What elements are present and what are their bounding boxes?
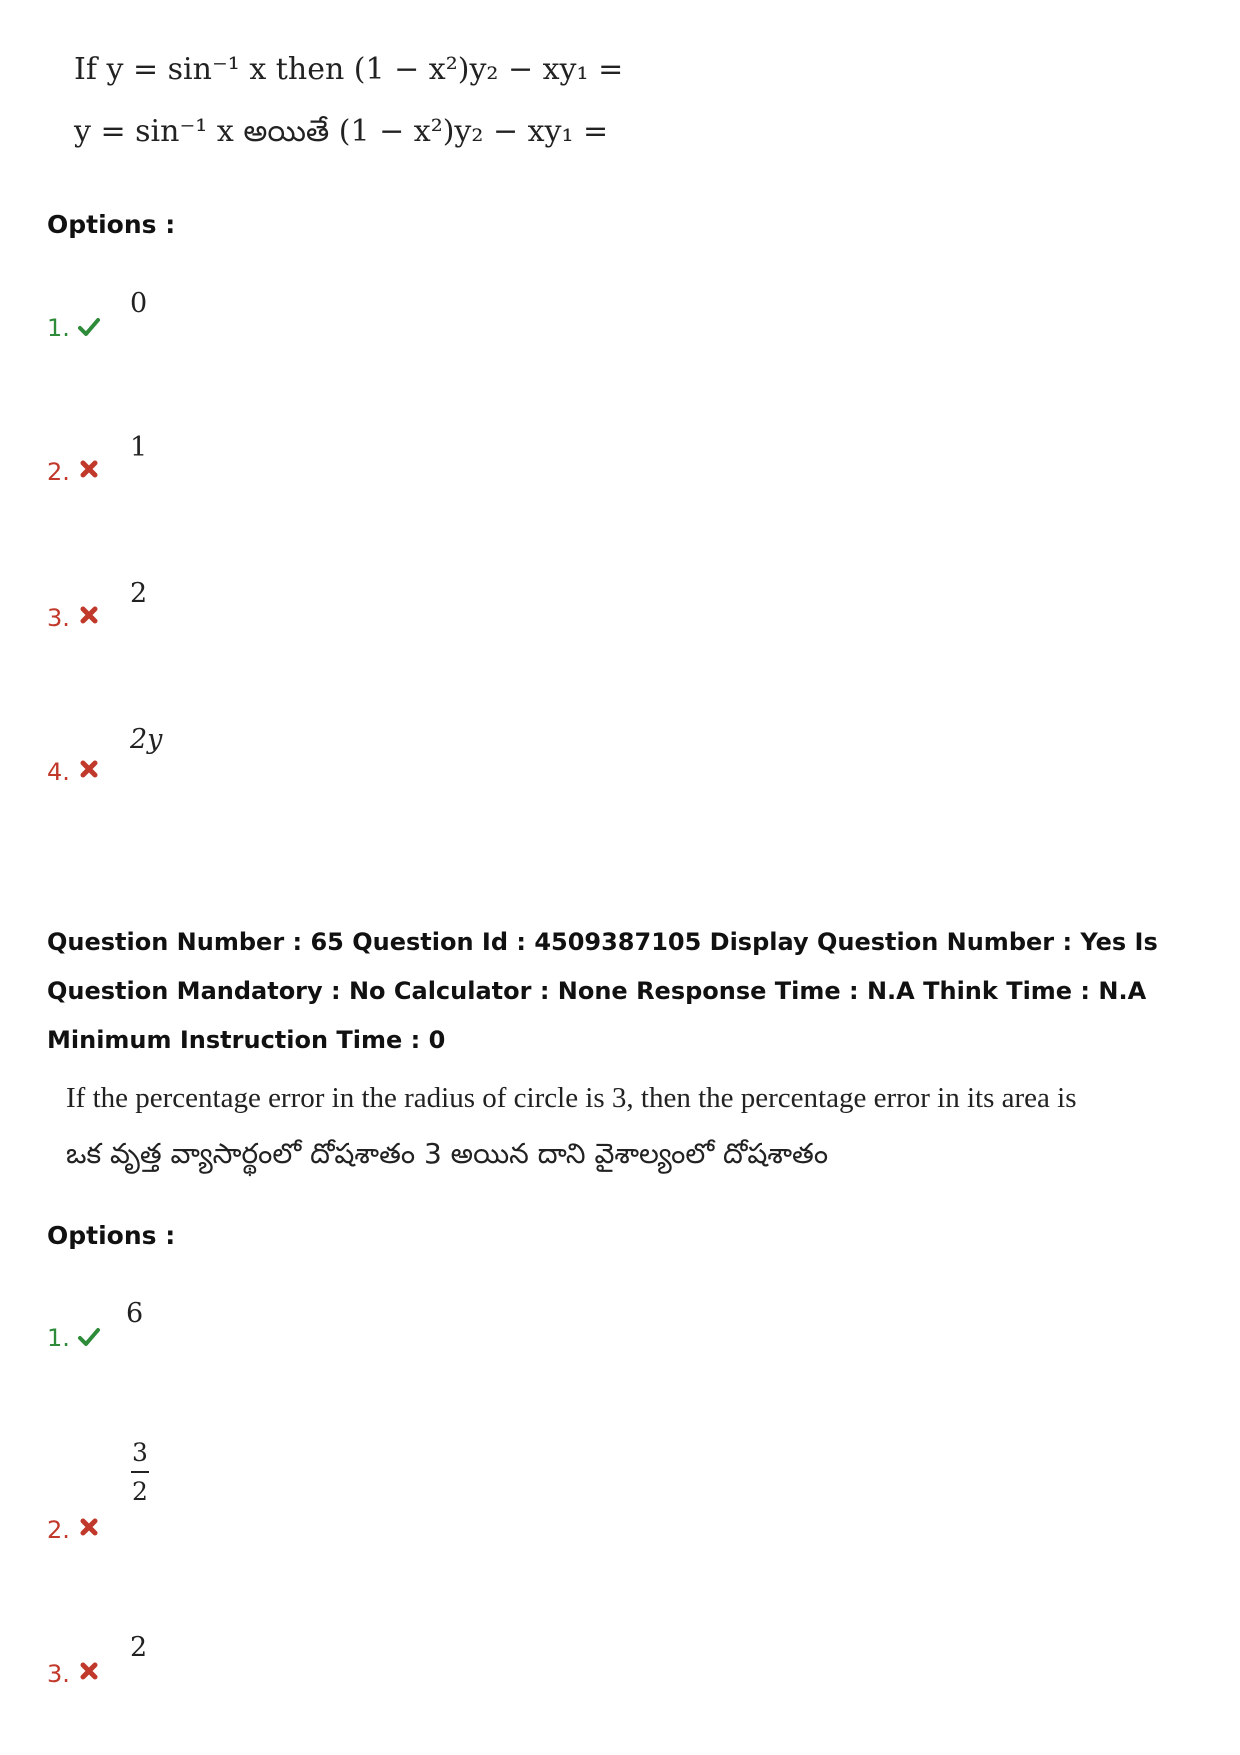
- option-number: 4.: [47, 758, 70, 786]
- question-65-text-te: ఒక వృత్త వ్యాసార్థంలో దోషశాతం 3 అయిన దాని వైశాల్యంలో దోషశాతం: [66, 1137, 829, 1170]
- option-number: 3.: [47, 604, 70, 632]
- option-row: [47, 1440, 447, 1550]
- fraction-bar: [131, 1471, 149, 1473]
- option-number: 2.: [47, 1516, 70, 1544]
- option-row: [47, 724, 447, 804]
- option-value: 1: [130, 432, 148, 463]
- option-number: 3.: [47, 1660, 70, 1688]
- option-row: [47, 1628, 447, 1708]
- cross-icon: [78, 1516, 100, 1538]
- option-number: 1.: [47, 1324, 70, 1352]
- options-heading: Options :: [47, 1221, 176, 1250]
- option-row: [47, 284, 447, 364]
- cross-icon: [78, 604, 100, 626]
- question-65-meta: Question Number : 65 Question Id : 4509387105 Display Question Number : Yes Is Question Mandatory : No Calculator : None Response Time : N.A Think Time : N.A Minimum Instruction Time : 0: [47, 928, 1158, 1054]
- cross-icon: [78, 1660, 100, 1682]
- option-row: [47, 574, 447, 654]
- option-row: [47, 428, 447, 508]
- cross-icon: [78, 758, 100, 780]
- option-value: 2y: [130, 724, 163, 755]
- option-number: 1.: [47, 314, 70, 342]
- option-value: 2: [130, 578, 148, 609]
- check-icon: [78, 316, 100, 338]
- question-64-formula-te: y = sin⁻¹ x అయితే (1 − x²)y₂ − xy₁ =: [74, 114, 609, 149]
- check-icon: [78, 1326, 100, 1348]
- option-value: 0: [130, 288, 148, 319]
- options-heading: Options :: [47, 210, 176, 239]
- question-64-formula-en: If y = sin⁻¹ x then (1 − x²)y₂ − xy₁ =: [74, 52, 624, 87]
- option-row: [47, 1296, 447, 1376]
- option-value: 6: [126, 1298, 144, 1329]
- fraction-numerator: 3: [132, 1438, 148, 1467]
- option-number: 2.: [47, 458, 70, 486]
- fraction-denominator: 2: [132, 1477, 148, 1506]
- cross-icon: [78, 458, 100, 480]
- question-65-text-en: If the percentage error in the radius of circle is 3, then the percentage error in its area is: [66, 1082, 1077, 1114]
- option-value: 2: [130, 1632, 148, 1663]
- option-fraction: [131, 1440, 149, 1504]
